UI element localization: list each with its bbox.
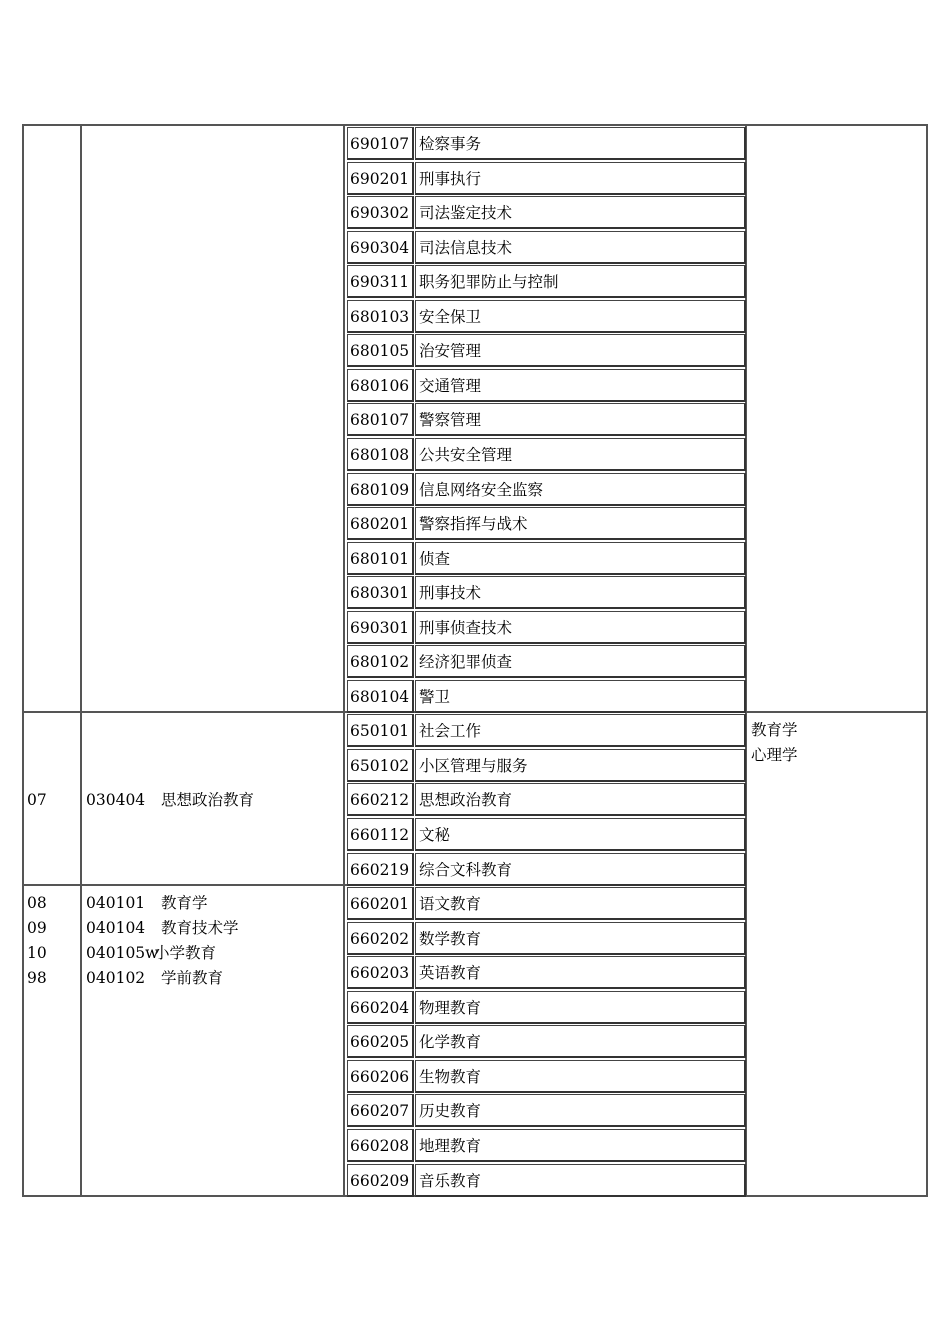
group-divider xyxy=(22,884,347,886)
group-number: 09 xyxy=(27,919,47,937)
major-code: 660202 xyxy=(350,929,410,948)
exam-subjects xyxy=(751,718,798,768)
column-divider xyxy=(80,124,82,1197)
major-code: 660219 xyxy=(350,860,410,879)
major-name: 交通管理 xyxy=(419,376,482,395)
major-code: 680201 xyxy=(350,515,410,534)
major-name: 检察事务 xyxy=(419,135,482,153)
program-name: 小学教育 xyxy=(154,944,217,962)
major-code: 680106 xyxy=(350,376,410,395)
group-numbers xyxy=(27,891,47,991)
major-code: 680101 xyxy=(350,549,410,568)
column-divider xyxy=(343,124,345,1197)
major-code: 690311 xyxy=(350,273,410,292)
major-code: 680301 xyxy=(350,584,410,603)
group-number: 98 xyxy=(27,969,47,987)
major-code: 660209 xyxy=(350,1171,410,1190)
major-name: 文秘 xyxy=(419,826,451,844)
major-name: 警察指挥与战术 xyxy=(419,515,528,534)
major-code: 690301 xyxy=(350,618,410,637)
major-code: 680108 xyxy=(350,445,410,464)
program-names xyxy=(154,891,239,991)
major-name: 地理教育 xyxy=(419,1136,482,1155)
program-name: 思想政治教育 xyxy=(161,791,255,809)
major-code: 660112 xyxy=(350,826,410,844)
major-name: 社会工作 xyxy=(419,722,482,741)
major-name: 英语教育 xyxy=(419,964,482,983)
group-number: 07 xyxy=(27,791,47,809)
major-code: 680102 xyxy=(350,653,410,672)
major-code: 660212 xyxy=(350,791,410,810)
major-name: 治安管理 xyxy=(419,342,482,361)
program-codes xyxy=(86,891,158,991)
name-cell xyxy=(415,818,746,851)
program-code: 040105w xyxy=(86,944,159,962)
major-code: 680109 xyxy=(350,480,410,499)
major-name: 司法鉴定技术 xyxy=(419,204,513,223)
exam-subject: 心理学 xyxy=(751,746,798,764)
major-name: 语文教育 xyxy=(419,895,482,914)
major-code: 690302 xyxy=(350,204,410,223)
exam-subject: 教育学 xyxy=(751,721,798,739)
major-name: 警卫 xyxy=(419,687,451,706)
major-name: 刑事侦查技术 xyxy=(419,618,513,637)
program-code: 030404 xyxy=(86,791,146,809)
program-code: 040102 xyxy=(86,969,146,987)
major-code: 660204 xyxy=(350,998,410,1017)
major-name: 经济犯罪侦查 xyxy=(419,653,513,672)
major-name: 数学教育 xyxy=(419,929,482,948)
major-code: 650102 xyxy=(350,756,410,775)
major-name: 刑事技术 xyxy=(419,584,482,603)
name-cell xyxy=(415,680,746,713)
major-code: 690304 xyxy=(350,238,410,257)
major-name: 警察管理 xyxy=(419,411,482,430)
major-code: 680105 xyxy=(350,342,410,361)
major-code: 690201 xyxy=(350,169,410,188)
major-name: 思想政治教育 xyxy=(419,791,513,810)
major-name: 音乐教育 xyxy=(419,1171,482,1190)
major-code: 650101 xyxy=(350,722,410,741)
major-name: 历史教育 xyxy=(419,1102,482,1121)
group-number: 10 xyxy=(27,944,47,962)
program-code: 040104 xyxy=(86,919,146,937)
major-name: 侦查 xyxy=(419,549,451,568)
major-name: 安全保卫 xyxy=(419,307,482,326)
major-code: 690107 xyxy=(350,135,410,153)
major-name: 刑事执行 xyxy=(419,169,482,188)
major-code: 660208 xyxy=(350,1136,410,1155)
major-name: 物理教育 xyxy=(419,998,482,1017)
name-cell xyxy=(415,542,746,575)
major-code: 680104 xyxy=(350,687,410,706)
major-name: 小区管理与服务 xyxy=(419,756,528,775)
major-name: 综合文科教育 xyxy=(419,860,513,879)
group-number: 08 xyxy=(27,894,47,912)
major-name: 司法信息技术 xyxy=(419,238,513,257)
major-code: 660203 xyxy=(350,964,410,983)
major-code: 680107 xyxy=(350,411,410,430)
major-code: 660201 xyxy=(350,895,410,914)
major-name: 化学教育 xyxy=(419,1033,482,1052)
major-code: 660207 xyxy=(350,1102,410,1121)
program-name: 教育学 xyxy=(161,894,208,912)
major-code: 660205 xyxy=(350,1033,410,1052)
major-code: 660206 xyxy=(350,1067,410,1086)
program-name: 学前教育 xyxy=(161,969,224,987)
major-name: 职务犯罪防止与控制 xyxy=(419,273,559,292)
program-name: 教育技术学 xyxy=(161,919,239,937)
major-code: 680103 xyxy=(350,307,410,326)
program-code: 040101 xyxy=(86,894,146,912)
major-name: 生物教育 xyxy=(419,1067,482,1086)
major-name: 公共安全管理 xyxy=(419,445,513,464)
major-name: 信息网络安全监察 xyxy=(419,480,544,499)
